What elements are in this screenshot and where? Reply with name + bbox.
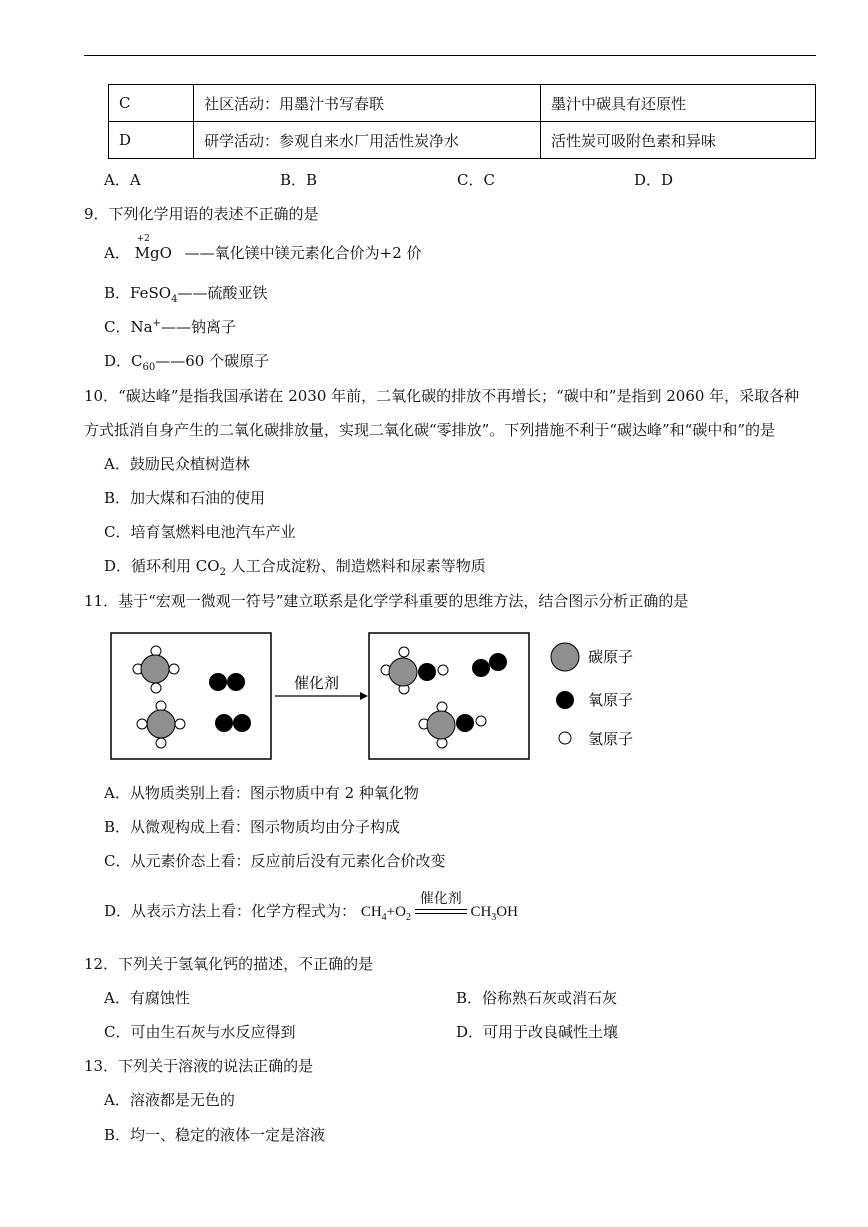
subscript: 60 — [142, 362, 156, 373]
eq-term: OH — [496, 904, 518, 920]
q9-stem: 9．下列化学用语的表述不正确的是 — [84, 205, 319, 223]
eq-line — [415, 913, 467, 914]
q10-option-a: A．鼓励民众植树造林 — [104, 455, 250, 473]
q9-option-b — [104, 282, 267, 305]
eq-term: CH — [470, 904, 492, 920]
equals-with-catalyst — [415, 890, 467, 920]
q12-option-b: B．俗称熟石灰或消石灰 — [456, 989, 618, 1007]
subscript: 4 — [171, 294, 178, 305]
methane-molecule — [137, 701, 185, 748]
row-letter: D — [109, 122, 194, 159]
option-text: ——60 个碳原子 — [155, 352, 270, 370]
reactants-box — [111, 633, 271, 759]
q10-stem-line2: 方式抵消自身产生的二氧化碳排放量，实现二氧化碳“零排放”。下列措施不利于“碳达峰”和“碳中和”的是 — [84, 421, 776, 439]
q9-option-d — [104, 350, 269, 373]
q12-option-d: D．可用于改良碱性土壤 — [456, 1023, 619, 1041]
oxygen-molecule — [215, 714, 251, 732]
formula: MgO — [134, 244, 172, 262]
oxygen-atom-icon — [556, 691, 574, 709]
q8-option-d: D．D — [634, 171, 674, 189]
chemical-equation — [360, 890, 518, 923]
option-text: 人工合成淀粉、制造燃料和尿素等物质 — [225, 557, 486, 575]
q10-stem-line1: 10．“碳达峰”是指我国承诺在 2030 年前，二氧化碳的排放不再增长；“碳中和”是指到 2060 年，采取各种 — [84, 387, 800, 405]
subscript: 2 — [405, 912, 411, 923]
q12-option-a: A．有腐蚀性 — [104, 989, 190, 1007]
valence-formula — [134, 234, 172, 262]
table-row — [109, 85, 816, 122]
option-text: D．从表示方法上看：化学方程式为： — [104, 902, 357, 920]
methanol-molecule — [381, 647, 448, 694]
q9-option-c — [104, 316, 236, 337]
q11-option-b: B．从微观构成上看：图示物质均由分子构成 — [104, 818, 401, 836]
q12-stem: 12．下列关于氢氧化钙的描述，不正确的是 — [84, 955, 374, 973]
q8-option-c: C．C — [457, 171, 495, 189]
methane-molecule — [133, 646, 179, 693]
option-label: B．FeSO — [104, 284, 172, 302]
q8-option-b: B．B — [280, 171, 318, 189]
option-label: C．Na — [104, 318, 153, 336]
q10-option-d — [104, 555, 486, 578]
row-reason: 墨汁中碳具有还原性 — [541, 85, 816, 122]
option-text: ——硫酸亚铁 — [177, 284, 268, 302]
legend-label: 氢原子 — [588, 730, 634, 748]
q10-option-b: B．加大煤和石油的使用 — [104, 489, 266, 507]
eq-term: +O — [386, 904, 406, 920]
row-activity: 社区活动：用墨汁书写春联 — [194, 85, 541, 122]
oxygen-molecule — [472, 653, 507, 677]
eq-line — [415, 909, 467, 910]
q11-option-a: A．从物质类别上看：图示物质中有 2 种氧化物 — [104, 784, 419, 802]
products-box — [369, 633, 529, 759]
eq-term: CH — [360, 904, 382, 920]
eq-catalyst-label: 催化剂 — [419, 890, 462, 907]
q11-stem: 11．基于“宏观一微观一符号”建立联系是化学学科重要的思维方法，结合图示分析正确的是 — [84, 592, 689, 610]
legend-label: 氧原子 — [588, 691, 634, 709]
option-label: D．C — [104, 352, 143, 370]
row-activity: 研学活动：参观自来水厂用活性炭净水 — [194, 122, 541, 159]
q8-options-table — [108, 84, 816, 159]
q11-option-d — [104, 890, 518, 923]
row-reason: 活性炭可吸附色素和异味 — [541, 122, 816, 159]
q13-option-b: B．均一、稳定的液体一定是溶液 — [104, 1126, 326, 1144]
valence-mark: +2 — [136, 234, 150, 244]
oxygen-molecule — [209, 673, 245, 691]
option-text: D．循环利用 CO — [104, 557, 220, 575]
table-row — [109, 122, 816, 159]
subscript: 4 — [381, 912, 387, 923]
q9-option-a — [104, 234, 422, 263]
reaction-diagram — [110, 632, 650, 762]
q13-stem: 13．下列关于溶液的说法正确的是 — [84, 1057, 314, 1075]
subscript: 3 — [491, 912, 497, 923]
q11-option-c: C．从元素价态上看：反应前后没有元素化合价改变 — [104, 852, 446, 870]
catalyst-label: 催化剂 — [294, 674, 340, 692]
q8-option-a: A．A — [104, 171, 141, 189]
q13-option-a: A．溶液都是无色的 — [104, 1091, 235, 1109]
q10-option-c: C．培育氢燃料电池汽车产业 — [104, 523, 296, 541]
legend-label: 碳原子 — [588, 648, 634, 666]
header-rule — [84, 55, 816, 56]
row-letter: C — [109, 85, 194, 122]
option-label: A． — [104, 244, 130, 262]
subscript: 2 — [219, 567, 226, 578]
arrow-head — [360, 692, 368, 700]
q12-option-c: C．可由生石灰与水反应得到 — [104, 1023, 296, 1041]
option-text: ——钠离子 — [160, 318, 236, 336]
superscript: + — [152, 318, 161, 329]
legend — [551, 643, 633, 748]
methanol-molecule — [419, 702, 486, 748]
carbon-atom-icon — [551, 643, 579, 671]
option-text: ——氧化镁中镁元素化合价为+2 价 — [184, 244, 422, 262]
hydrogen-atom-icon — [559, 732, 571, 744]
